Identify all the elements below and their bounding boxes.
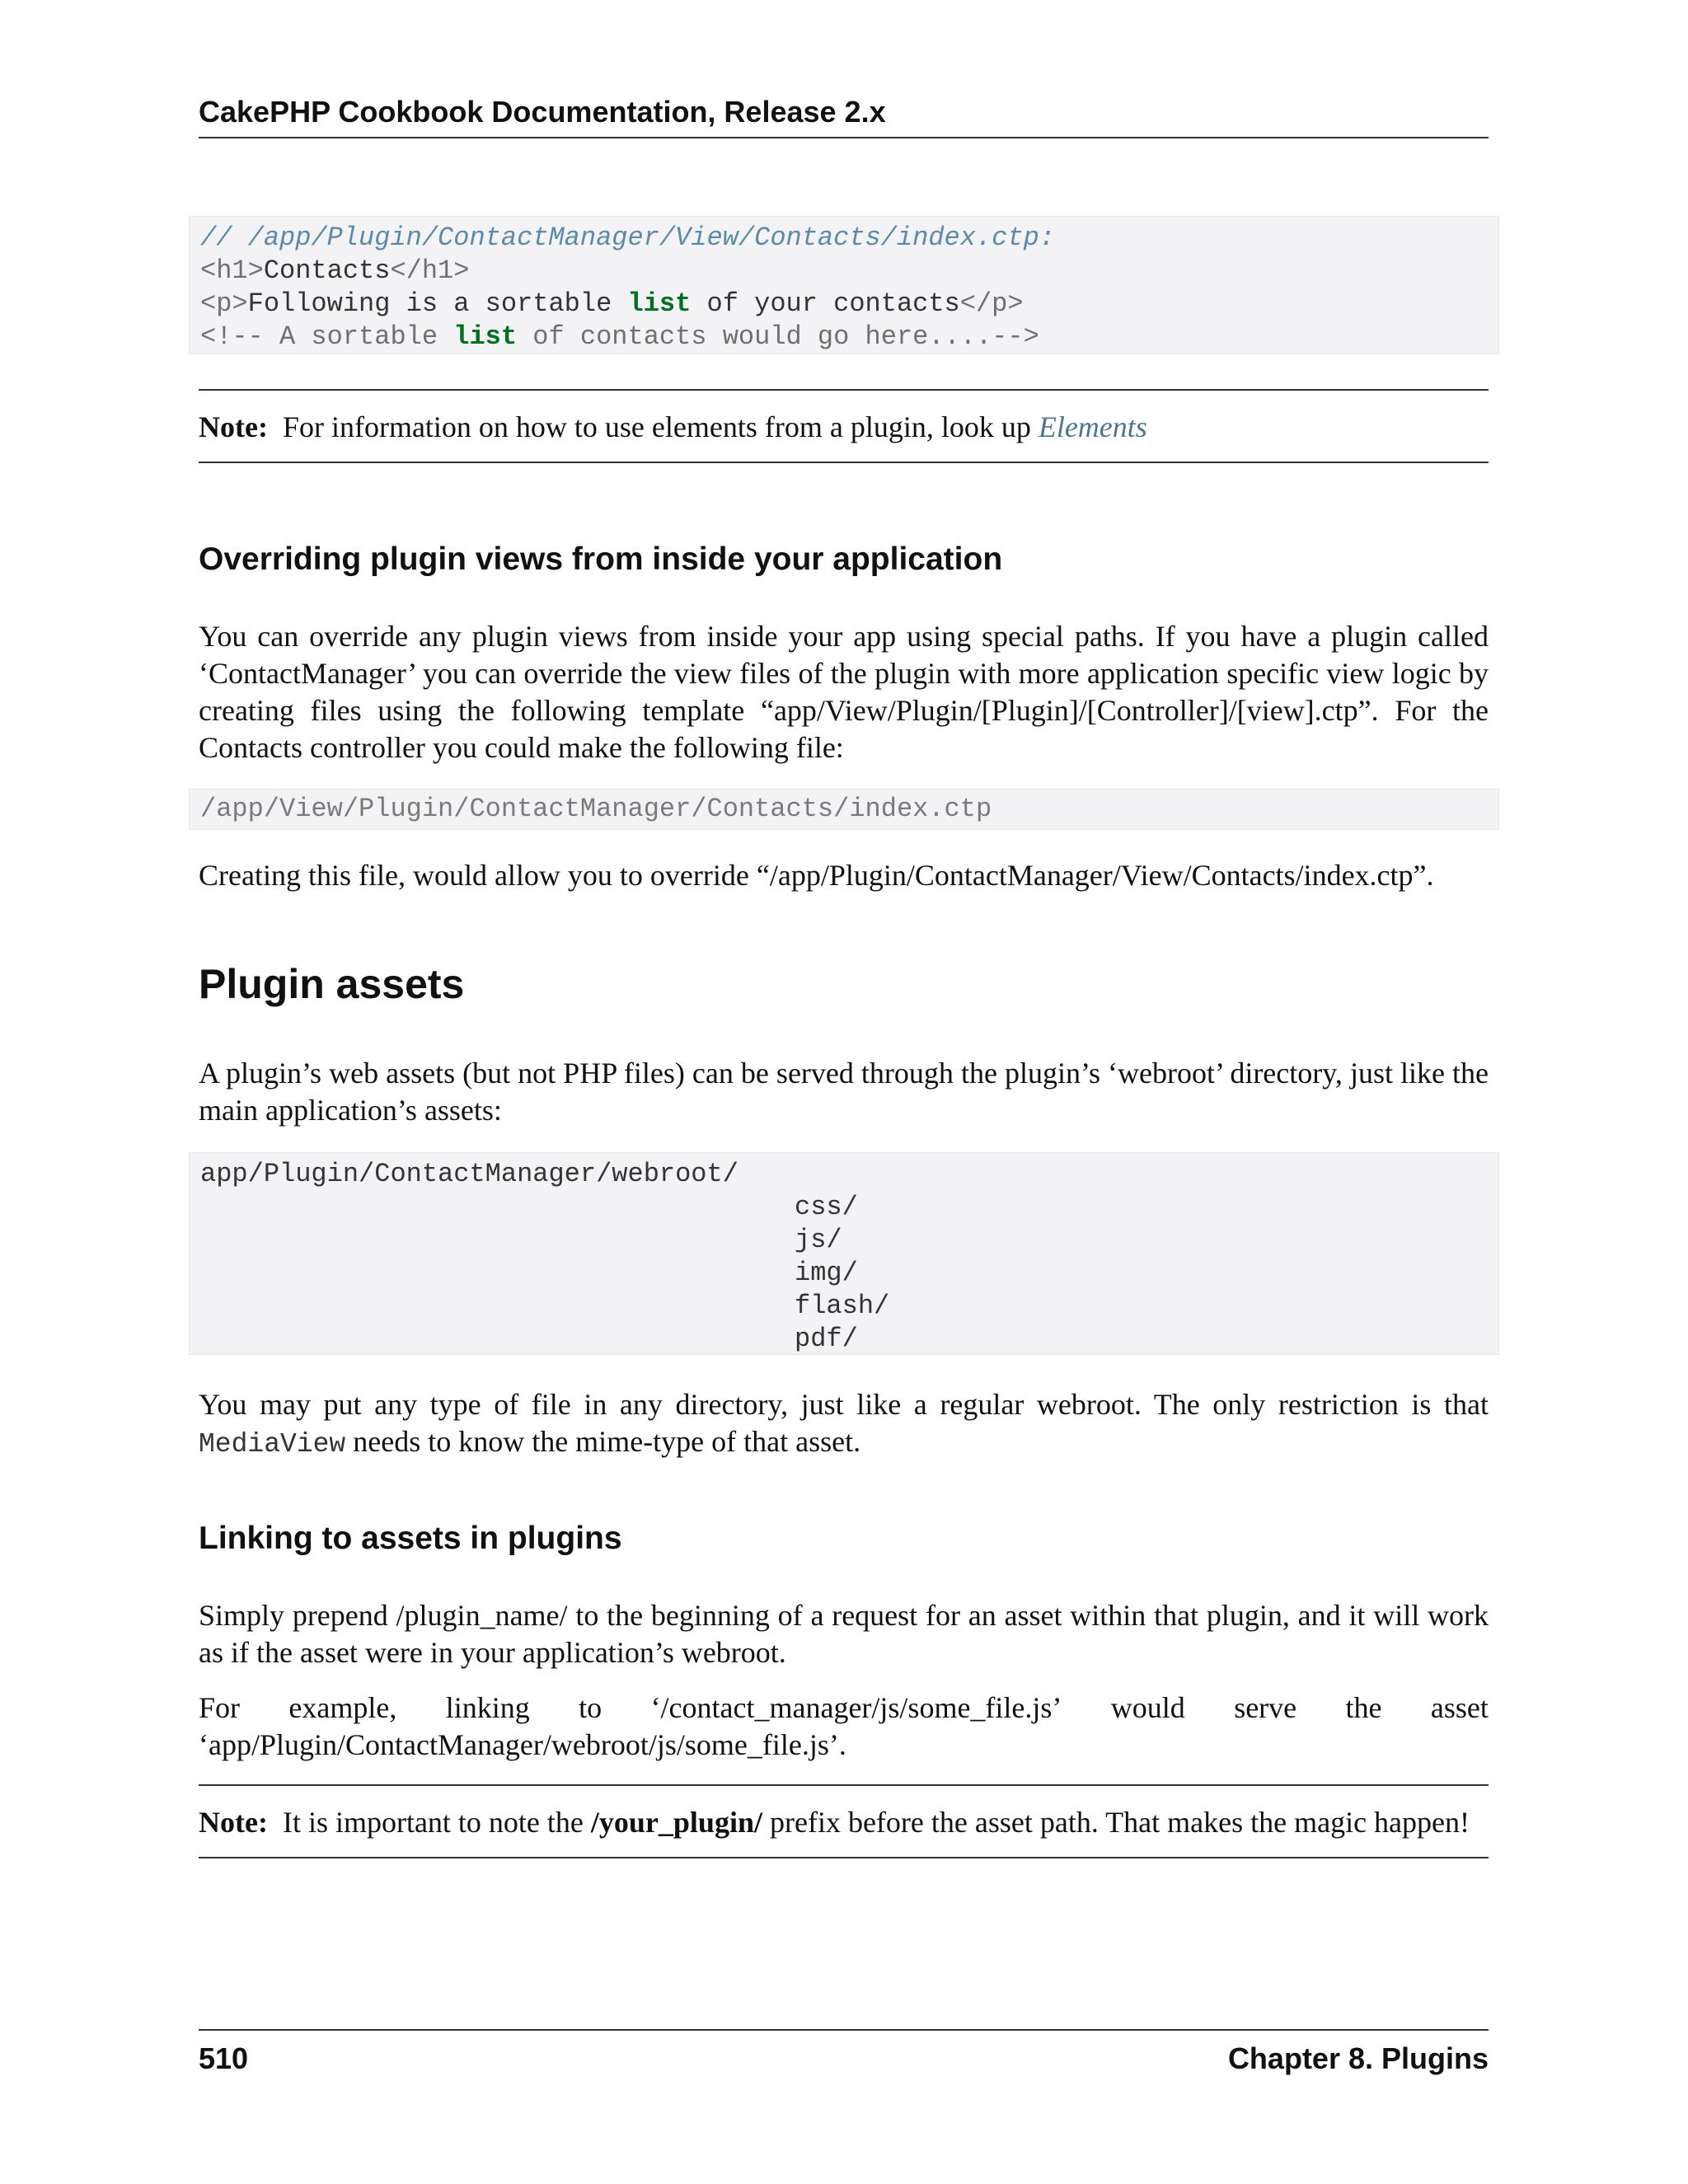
tree-item: js/ (795, 1225, 842, 1255)
code-block-index-ctp: // /app/Plugin/ContactManager/View/Contacts/index.ctp: <h1>Contacts</h1> <p>Following is a sortable list of your contacts</p> <!-- A sortable list of contacts would go here....--> (189, 216, 1499, 354)
elements-link[interactable]: Elements (1038, 410, 1147, 443)
tree-root: app/Plugin/ContactManager/webroot/ (200, 1159, 738, 1189)
paragraph-assets-intro: A plugin’s web assets (but not PHP files) can be served through the plugin’s ‘webroot’ directory, just like the main application’s assets: (199, 1057, 1489, 1127)
paragraph-mediaview: You may put any type of file in any directory, just like a regular webroot. The only restriction is that MediaView needs to know the mime-type of that asset. (199, 1388, 1489, 1460)
code-block-webroot-tree (189, 1152, 1499, 1355)
tree-item: flash/ (795, 1291, 890, 1321)
example-line-1: For example, linking to ‘/contact_manager/js/some_file.js’ would serve the asset (199, 1691, 1489, 1724)
page-header (199, 92, 1489, 138)
paragraph-linking-example (199, 1690, 1489, 1764)
tree-item: css/ (795, 1192, 858, 1222)
inline-code-mediaview: MediaView (199, 1429, 346, 1460)
paragraph-linking-intro: Simply prepend /plugin_name/ to the beginning of a request for an asset within that plugin, and it will work as if the asset were in your application’s webroot. (199, 1599, 1489, 1669)
tree-item: pdf/ (795, 1324, 858, 1354)
tree-item: img/ (795, 1258, 858, 1288)
code-block-override-path: /app/View/Plugin/ContactManager/Contacts/index.ctp (189, 789, 1499, 830)
note-box-elements (199, 389, 1489, 463)
paragraph-override-intro: You can override any plugin views from inside your app using special paths. If you have a plugin called ‘ContactManager’ you can override the view files of the plugin with more application specific view logic by creating files using the following template “app/View/Plugin/[Plugin]/[Controller]/[view].ctp”. For the Contacts controller you could make the following file: (199, 620, 1489, 764)
note-label: Note: (199, 410, 268, 443)
heading-plugin-assets: Plugin assets (199, 961, 465, 1007)
example-line-2: ‘app/Plugin/ContactManager/webroot/js/some_file.js’. (199, 1728, 846, 1761)
code-comment: // /app/Plugin/ContactManager/View/Contacts/index.ctp: (200, 223, 1055, 253)
page-footer (199, 2029, 1489, 2079)
chapter-title: Chapter 8. Plugins (1227, 2041, 1489, 2075)
prefix-emphasis: /your_plugin/ (590, 1806, 762, 1839)
note-label: Note: (199, 1806, 268, 1839)
paragraph-override-result: Creating this file, would allow you to override “/app/Plugin/ContactManager/View/Contacts/index.ctp”. (199, 859, 1434, 892)
running-title: CakePHP Cookbook Documentation, Release 2.x (199, 95, 886, 129)
heading-overriding-views: Overriding plugin views from inside your application (199, 541, 1003, 577)
heading-linking-assets: Linking to assets in plugins (199, 1521, 622, 1556)
note-box-prefix: Note: It is important to note the /your_plugin/ prefix before the asset path. That makes the magic happen! (199, 1784, 1489, 1858)
note-text: For information on how to use elements from a plugin, look up (282, 410, 1039, 443)
page-number: 510 (199, 2041, 249, 2075)
